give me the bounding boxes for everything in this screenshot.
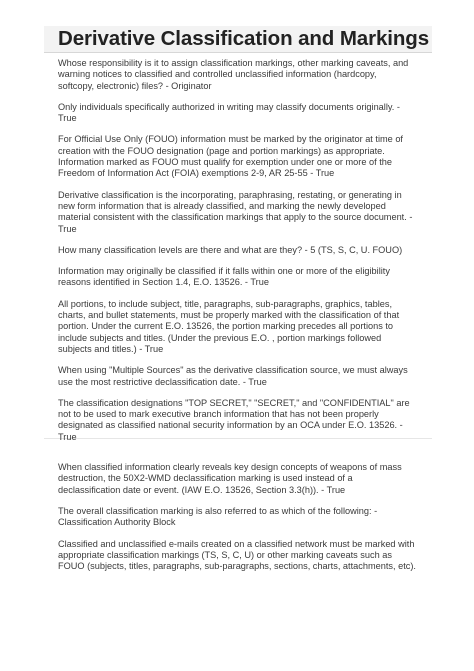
qa-item: When classified information clearly reveals key design concepts of weapons of mass destruction, the 50X2-WMD declassification marking is used instead of a declassification date or event. (IAW E.O. 13526, Section 3.3(h)). - True [58,462,402,495]
qa-item: The classification designations "TOP SECRET," "SECRET," and "CONFIDENTIAL" are not to be used to mark executive branch information that has not been properly designated as classified national security information by an OCA under E.O. 13526. - True [58,397,410,442]
qa-item: All portions, to include subject, title, paragraphs, sub-paragraphs, graphics, tables, charts, and bullet statements, must be properly marked with the classification of that portion. Under the current E.O. 13526, the portion marking precedes all portions to include subjects and titles. (Under the previous E.O. , portion markings followed subjects and titles.) - True [58,298,400,354]
document-body [58,57,438,572]
title-divider [44,52,432,53]
qa-item: Derivative classification is the incorporating, paraphrasing, restating, or generating in new form information that is already classified, and marking the newly developed material consistent with the classification markings that apply to the source document. - True [58,189,413,234]
qa-item: The overall classification marking is also referred to as which of the following: - Classification Authority Block [58,505,378,528]
qa-item: When using "Multiple Sources" as the derivative classification source, we must always use the most restrictive declassification date. - True [58,365,408,387]
document-title: Derivative Classification and Markings [58,27,430,50]
qa-item: For Official Use Only (FOUO) information must be marked by the originator at time of creation with the FOUO designation (page and portion markings) as appropriate. Information marked as FOUO must qualify for exemption under one or more of the Freedom of Information Act (FOIA) exemptions 2-9, AR 25-55 - True [58,134,403,179]
qa-item: Information may originally be classified if it falls within one or more of the eligibility reasons identified in Section 1.4, E.O. 13526. - True [58,266,390,288]
qa-item: Only individuals specifically authorized in writing may classify documents originally. - True [58,101,400,124]
qa-item: How many classification levels are there and what are they? - 5 (TS, S, C, U. FOUO) [58,244,403,255]
qa-item: Classified and unclassified e-mails created on a classified network must be marked with appropriate classification markings (TS, S, C, U) or other marking caveats such as FOUO (subjects, titles, paragraphs, sub-paragraphs, sections, charts, attachments, etc). [58,538,416,572]
qa-item: Whose responsibility is it to assign classification markings, other marking caveats, and warning notices to classified and controlled unclassified information (hardcopy, softcopy, electronic) files? - Originator [58,58,409,91]
